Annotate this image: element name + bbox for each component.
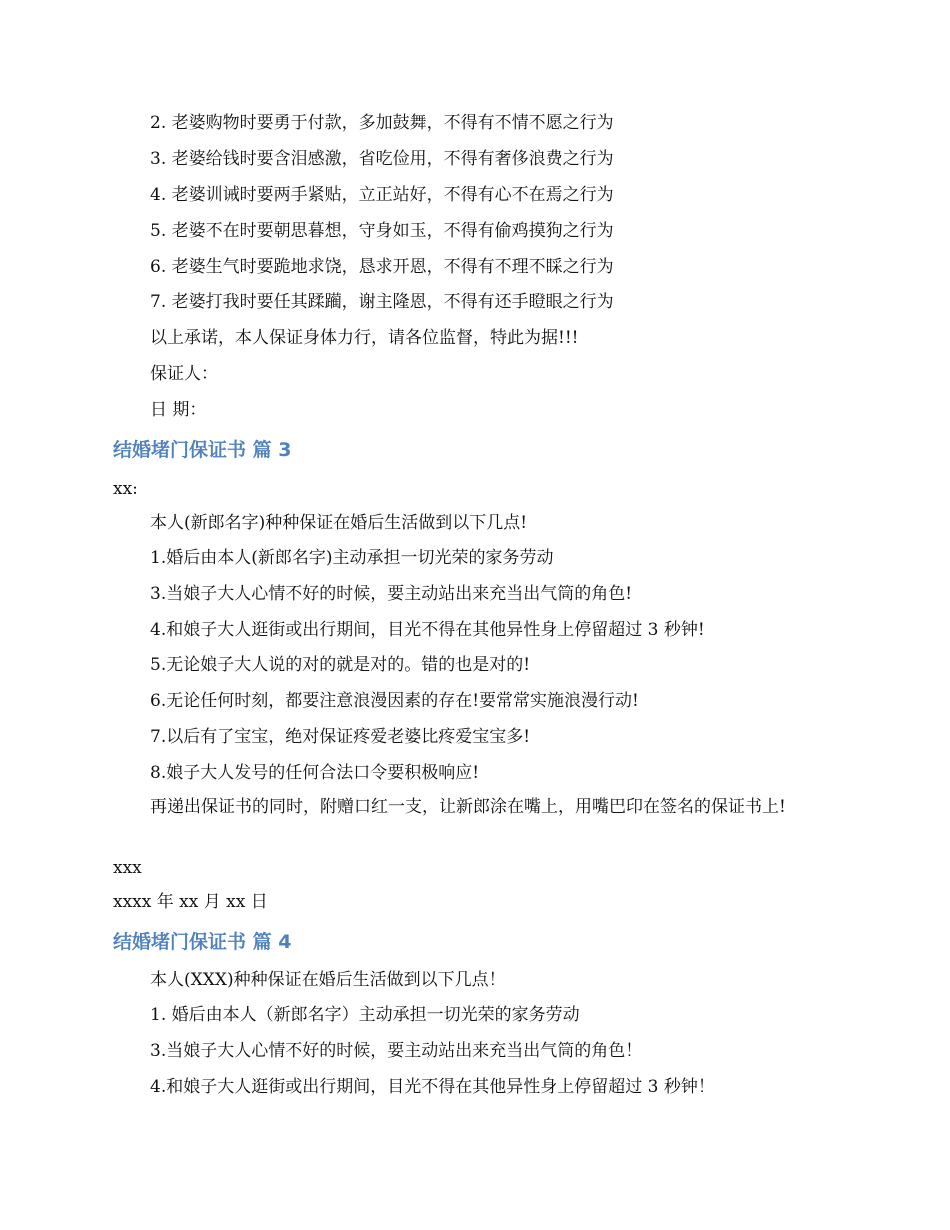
pledge-item-8: 8.娘子大人发号的任何合法口令要积极响应! — [150, 763, 480, 783]
pledge-item-4-4: 4.和娘子大人逛街或出行期间，目光不得在其他异性身上停留超过 3 秒钟！ — [150, 1077, 715, 1097]
pledge-item-4-1: 1. 婚后由本人（新郎名字）主动承担一切光荣的家务劳动 — [150, 1005, 580, 1025]
rule-line-6: 6. 老婆生气时要跪地求饶，恳求开恩，不得有不理不睬之行为 — [150, 257, 614, 277]
pledge-item-1: 1.婚后由本人(新郎名字)主动承担一切光荣的家务劳动 — [150, 548, 554, 568]
pledge-item-3: 3.当娘子大人心情不好的时候，要主动站出来充当出气筒的角色! — [150, 584, 633, 604]
signature: xxx — [113, 858, 142, 878]
rule-line-7: 7. 老婆打我时要任其蹂躏，谢主隆恩，不得有还手瞪眼之行为 — [150, 292, 614, 312]
section-heading-3: 结婚堵门保证书 篇 3 — [113, 439, 292, 461]
salutation: xx: — [113, 479, 138, 499]
pledge-item-6: 6.无论任何时刻，都要注意浪漫因素的存在!要常常实施浪漫行动! — [150, 691, 639, 711]
intro-line-4: 本人(XXX)种种保证在婚后生活做到以下几点！ — [150, 970, 506, 990]
rule-line-4: 4. 老婆训诫时要两手紧贴，立正站好，不得有心不在焉之行为 — [150, 185, 614, 205]
pledge-statement: 以上承诺，本人保证身体力行，请各位监督，特此为据!!! — [150, 328, 579, 348]
rule-line-3: 3. 老婆给钱时要含泪感激，省吃俭用，不得有奢侈浪费之行为 — [150, 149, 614, 169]
rule-line-2: 2. 老婆购物时要勇于付款，多加鼓舞，不得有不情不愿之行为 — [150, 113, 614, 133]
pledge-item-4: 4.和娘子大人逛街或出行期间，目光不得在其他异性身上停留超过 3 秒钟! — [150, 620, 705, 640]
date-label: 日 期： — [150, 400, 207, 420]
pledge-item-4-3: 3.当娘子大人心情不好的时候，要主动站出来充当出气筒的角色！ — [150, 1041, 643, 1061]
intro-line: 本人(新郎名字)种种保证在婚后生活做到以下几点! — [150, 513, 528, 533]
section-heading-4: 结婚堵门保证书 篇 4 — [113, 931, 292, 953]
closing-paragraph: 再递出保证书的同时，附赠口红一支，让新郎涂在嘴上，用嘴巴印在签名的保证书上! — [150, 797, 786, 817]
guarantor-label: 保证人： — [150, 364, 218, 384]
rule-line-5: 5. 老婆不在时要朝思暮想，守身如玉，不得有偷鸡摸狗之行为 — [150, 221, 614, 241]
pledge-item-7: 7.以后有了宝宝，绝对保证疼爱老婆比疼爱宝宝多! — [150, 727, 531, 747]
signature-date: xxxx 年 xx 月 xx 日 — [113, 892, 268, 912]
pledge-item-5: 5.无论娘子大人说的对的就是对的。错的也是对的! — [150, 655, 531, 675]
